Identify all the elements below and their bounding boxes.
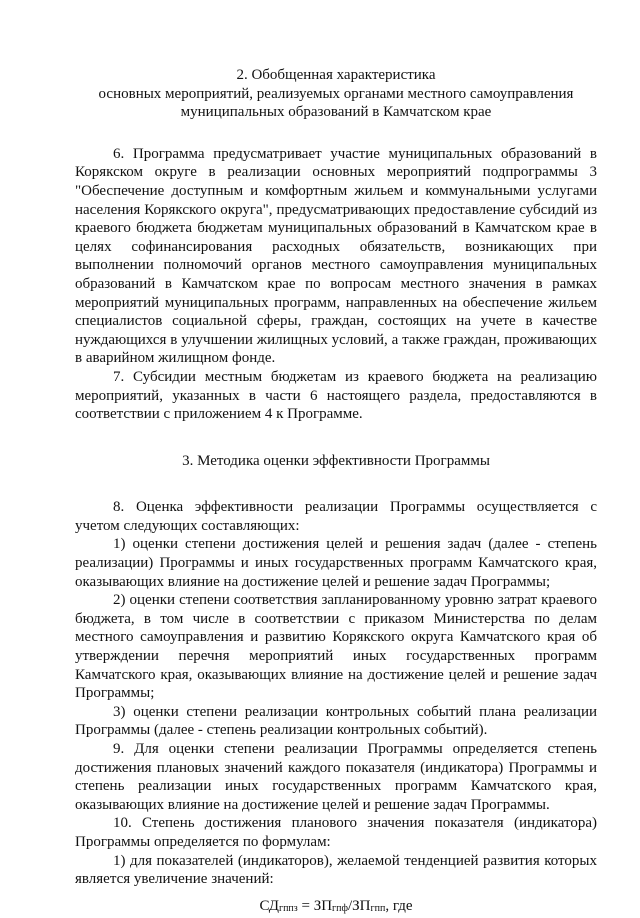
formula-slash: /ЗП	[347, 897, 371, 914]
section-2-heading-line-3: муниципальных образований в Камчатском крае	[180, 104, 492, 121]
paragraph-6: 6. Программа предусматривает участие муниципальных образований в Корякском округе в реализации основных мероприятий подпрограммы 3 "Обеспечение доступным и комфортным жильем и коммунальными услугами населения Корякского округа", предусматривающих предоставление субсидий из краевого бюджета бюджетам муниципальных образований в Камчатском крае в целях софинансирования расходных обязательств, возникающих при выполнении полномочий органов местного самоуправления муниципальных образований в Камчатском крае по вопросам местного значения в рамках мероприятий муниципальных программ, направленных на обеспечение жильем специалистов социальной сферы, граждан, состоящих на учете в качестве нуждающихся в улучшении жилищных условий, а также граждан, проживающих в аварийном жилищном фонде.	[75, 145, 597, 367]
section-2-heading-line-1: 2. Обобщенная характеристика	[236, 67, 436, 83]
formula-sub-2: гпп	[370, 902, 386, 914]
formula-sub-1: гпф	[332, 902, 348, 914]
formula-tail: , где	[385, 897, 413, 914]
list-item-1: 1) оценки степени достижения целей и решения задач (далее - степень реализации) Программы и иных государственных программ Камчатского края, оказывающих влияние на достижение целей и решение задач Программы;	[75, 536, 597, 590]
formula-eq: = ЗП	[297, 897, 333, 914]
section-3-heading: 3. Методика оценки эффективности Программы	[182, 452, 490, 469]
list-item-3: 3) оценки степени реализации контрольных событий плана реализации Программы (далее - степень реализации контрольных событий).	[75, 703, 597, 739]
formula-lhs: СД	[259, 897, 279, 914]
formula-lhs-sub: гппз	[278, 902, 298, 914]
section-2-heading	[75, 66, 597, 122]
list-item-2: 2) оценки степени соответствия запланированному уровню затрат краевого бюджета, в том числе в соответствии с приказом Министерства по делам местного самоуправления и развитию Корякского округа Камчатского края об утверждении перечня мероприятий иных государственных программ Камчатского края, оказывающих влияние на достижение целей и решение задач Программы;	[75, 592, 597, 702]
paragraph-8: 8. Оценка эффективности реализации Программы осуществляется с учетом следующих составляющих:	[75, 499, 597, 534]
document-page	[75, 66, 597, 918]
section-2-heading-line-2: основных мероприятий, реализуемых органами местного самоуправления	[98, 85, 574, 102]
formula	[75, 897, 597, 918]
paragraph-10: 10. Степень достижения планового значения показателя (индикатора) Программы определяется по формулам:	[75, 815, 597, 850]
paragraph-10-item-1: 1) для показателей (индикаторов), желаемой тенденцией развития которых является увеличение значений:	[75, 852, 597, 888]
paragraph-7: 7. Субсидии местным бюджетам из краевого бюджета на реализацию мероприятий, указанных в части 6 настоящего раздела, предоставляются в соответствии с приложением 4 к Программе.	[75, 368, 597, 423]
paragraph-9: 9. Для оценки степени реализации Программы определяется степень достижения плановых значений каждого показателя (индикатора) Программы и степень реализации иных государственных программ Камчатского края, оказывающих влияние на достижение целей и решение задач Программы.	[75, 741, 597, 813]
